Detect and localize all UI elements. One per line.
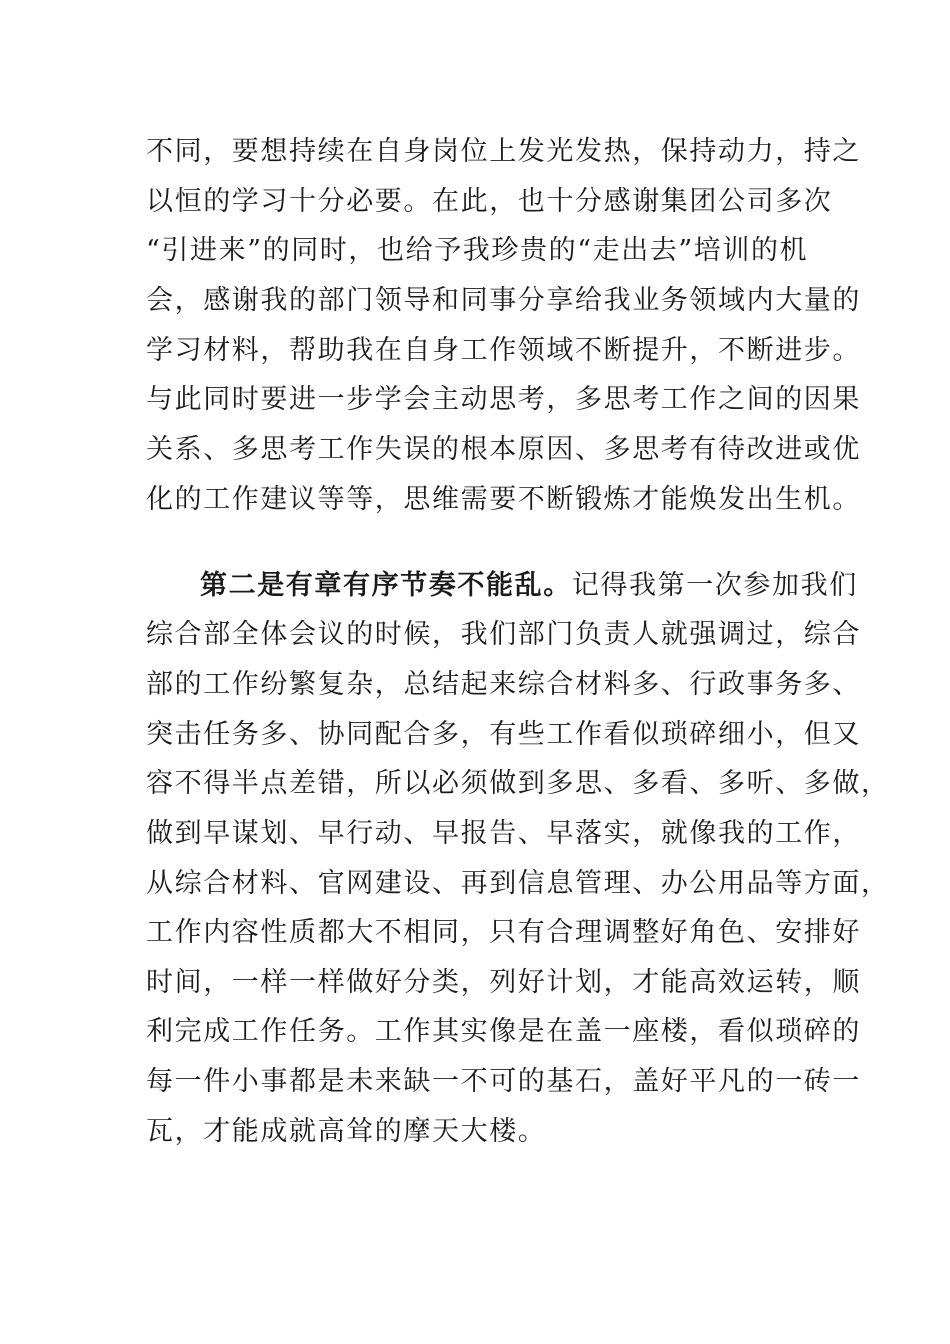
paragraph2-heading: 第二是有章有序节奏不能乱。 xyxy=(200,570,572,601)
paragraph2-line-4: 突击任务多、协同配合多，有些工作看似琐碎细小，但又 xyxy=(146,719,861,750)
paragraph2-line-5: 容不得半点差错，所以必须做到多思、多看、多听、多做， xyxy=(146,768,890,799)
paragraph1-line-6: 与此同时要进一步学会主动思考，多思考工作之间的因果 xyxy=(146,384,861,415)
paragraph2-line-9: 时间，一样一样做好分类，列好计划，才能高效运转，顺 xyxy=(146,967,861,998)
paragraph1-line-3: “引进来”的同时，也给予我珍贵的“走出去”培训的机 xyxy=(146,235,809,266)
paragraph2-line-1 xyxy=(200,566,858,606)
paragraph2-first-line-rest: 记得我第一次参加我们 xyxy=(571,570,858,601)
paragraph2-line-8: 工作内容性质都大不相同，只有合理调整好角色、安排好 xyxy=(146,917,861,948)
paragraph2-line-12: 瓦，才能成就高耸的摩天大楼。 xyxy=(146,1116,547,1147)
paragraph2-line-10: 利完成工作任务。工作其实像是在盖一座楼，看似琐碎的 xyxy=(146,1016,861,1047)
paragraph1-line-1: 不同，要想持续在自身岗位上发光发热，保持动力，持之 xyxy=(146,136,861,167)
paragraph2-line-2: 综合部全体会议的时候，我们部门负责人就强调过，综合 xyxy=(146,619,861,650)
paragraph1-line-8: 化的工作建议等等，思维需要不断锻炼才能焕发出生机。 xyxy=(146,484,861,515)
paragraph1-line-2: 以恒的学习十分必要。在此，也十分感谢集团公司多次 xyxy=(146,186,833,217)
paragraph2-line-3: 部的工作纷繁复杂，总结起来综合材料多、行政事务多、 xyxy=(146,669,861,700)
paragraph1-line-7: 关系、多思考工作失误的根本原因、多思考有待改进或优 xyxy=(146,434,861,465)
paragraph1-line-4: 会，感谢我的部门领导和同事分享给我业务领域内大量的 xyxy=(146,285,861,316)
paragraph2-line-6: 做到早谋划、早行动、早报告、早落实，就像我的工作， xyxy=(146,818,861,849)
paragraph2-line-11: 每一件小事都是未来缺一不可的基石，盖好平凡的一砖一 xyxy=(146,1066,861,1097)
paragraph1-line-5: 学习材料，帮助我在自身工作领域不断提升，不断进步。 xyxy=(146,335,861,366)
paragraph2-line-7: 从综合材料、官网建设、再到信息管理、办公用品等方面， xyxy=(146,868,890,899)
